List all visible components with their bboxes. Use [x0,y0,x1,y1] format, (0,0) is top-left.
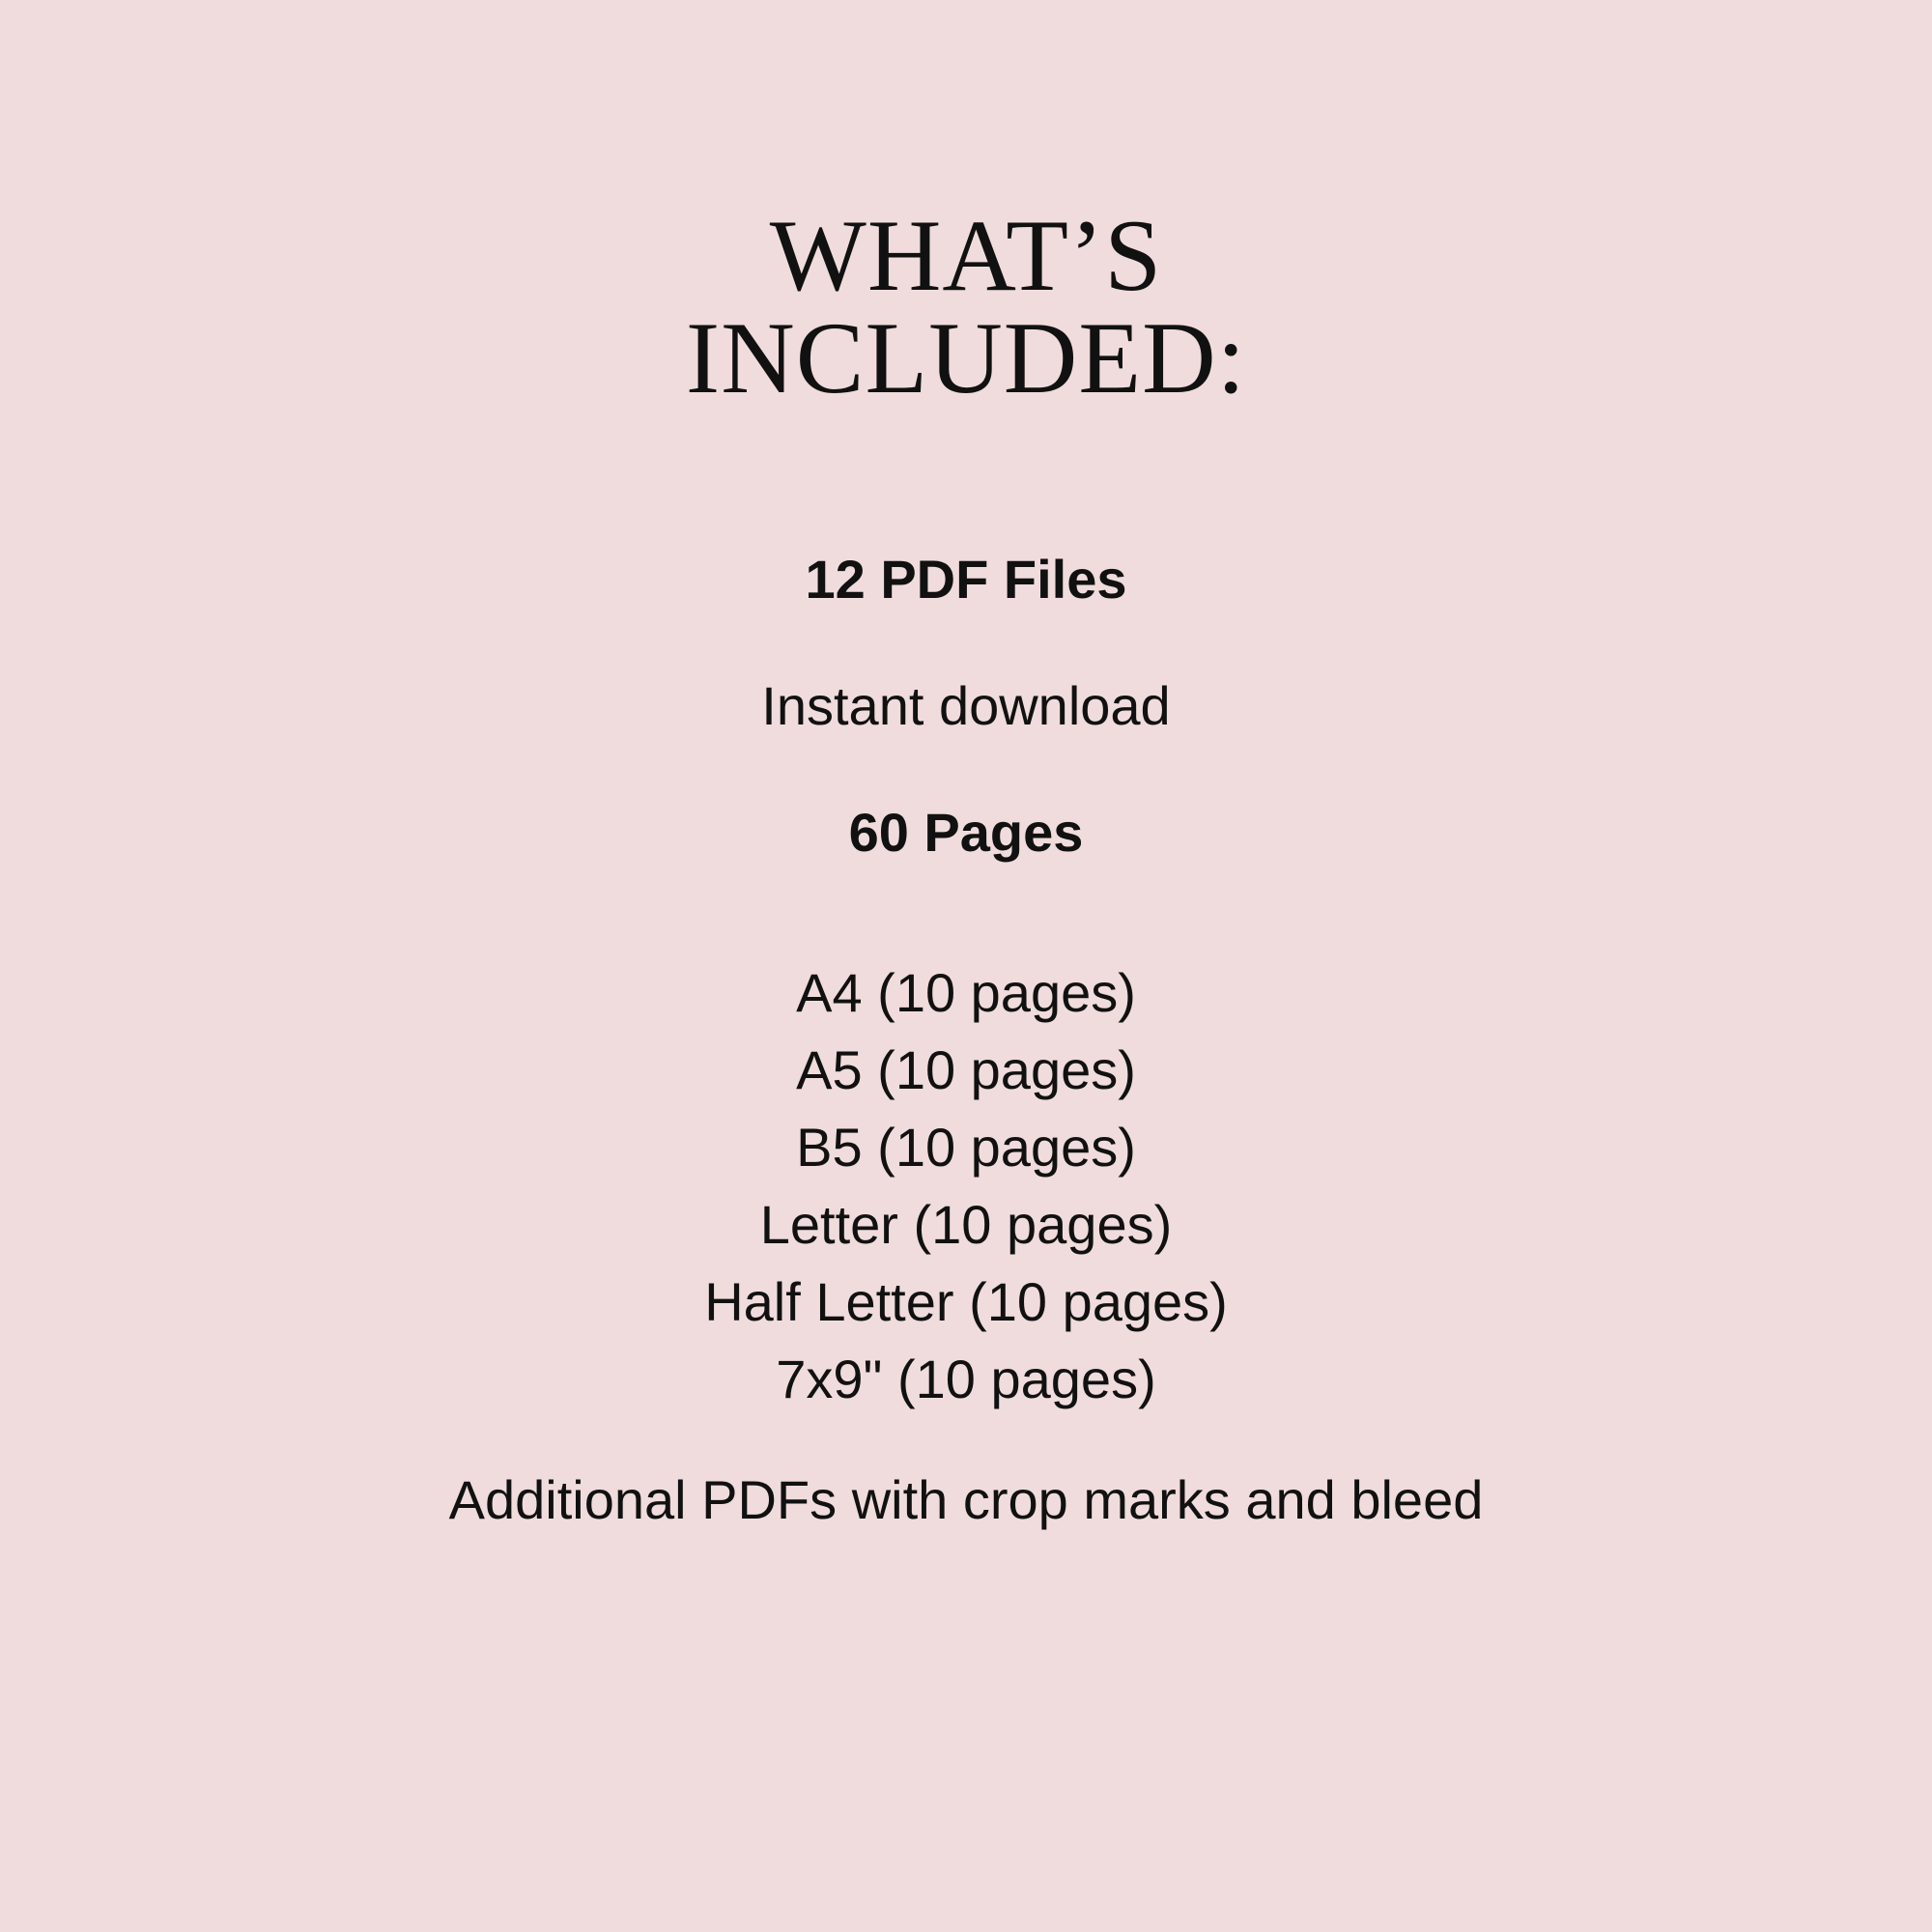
page-count: 60 Pages [848,802,1084,863]
size-item-a5: A5 (10 pages) [796,1039,1136,1100]
size-item-a4: A4 (10 pages) [796,962,1136,1023]
page-title [0,199,1932,414]
additional-pdfs-note: Additional PDFs with crop marks and bleed [448,1469,1484,1530]
download-info: Instant download [761,675,1171,736]
size-item-b5: B5 (10 pages) [796,1117,1136,1178]
size-item-half-letter: Half Letter (10 pages) [704,1271,1228,1332]
size-item-7x9: 7x9" (10 pages) [776,1349,1156,1409]
size-list [0,954,1932,1418]
file-count: 12 PDF Files [805,549,1127,610]
title-line-2: INCLUDED: [685,301,1247,414]
size-item-letter: Letter (10 pages) [759,1194,1173,1255]
title-line-1: WHAT’S [769,199,1163,312]
